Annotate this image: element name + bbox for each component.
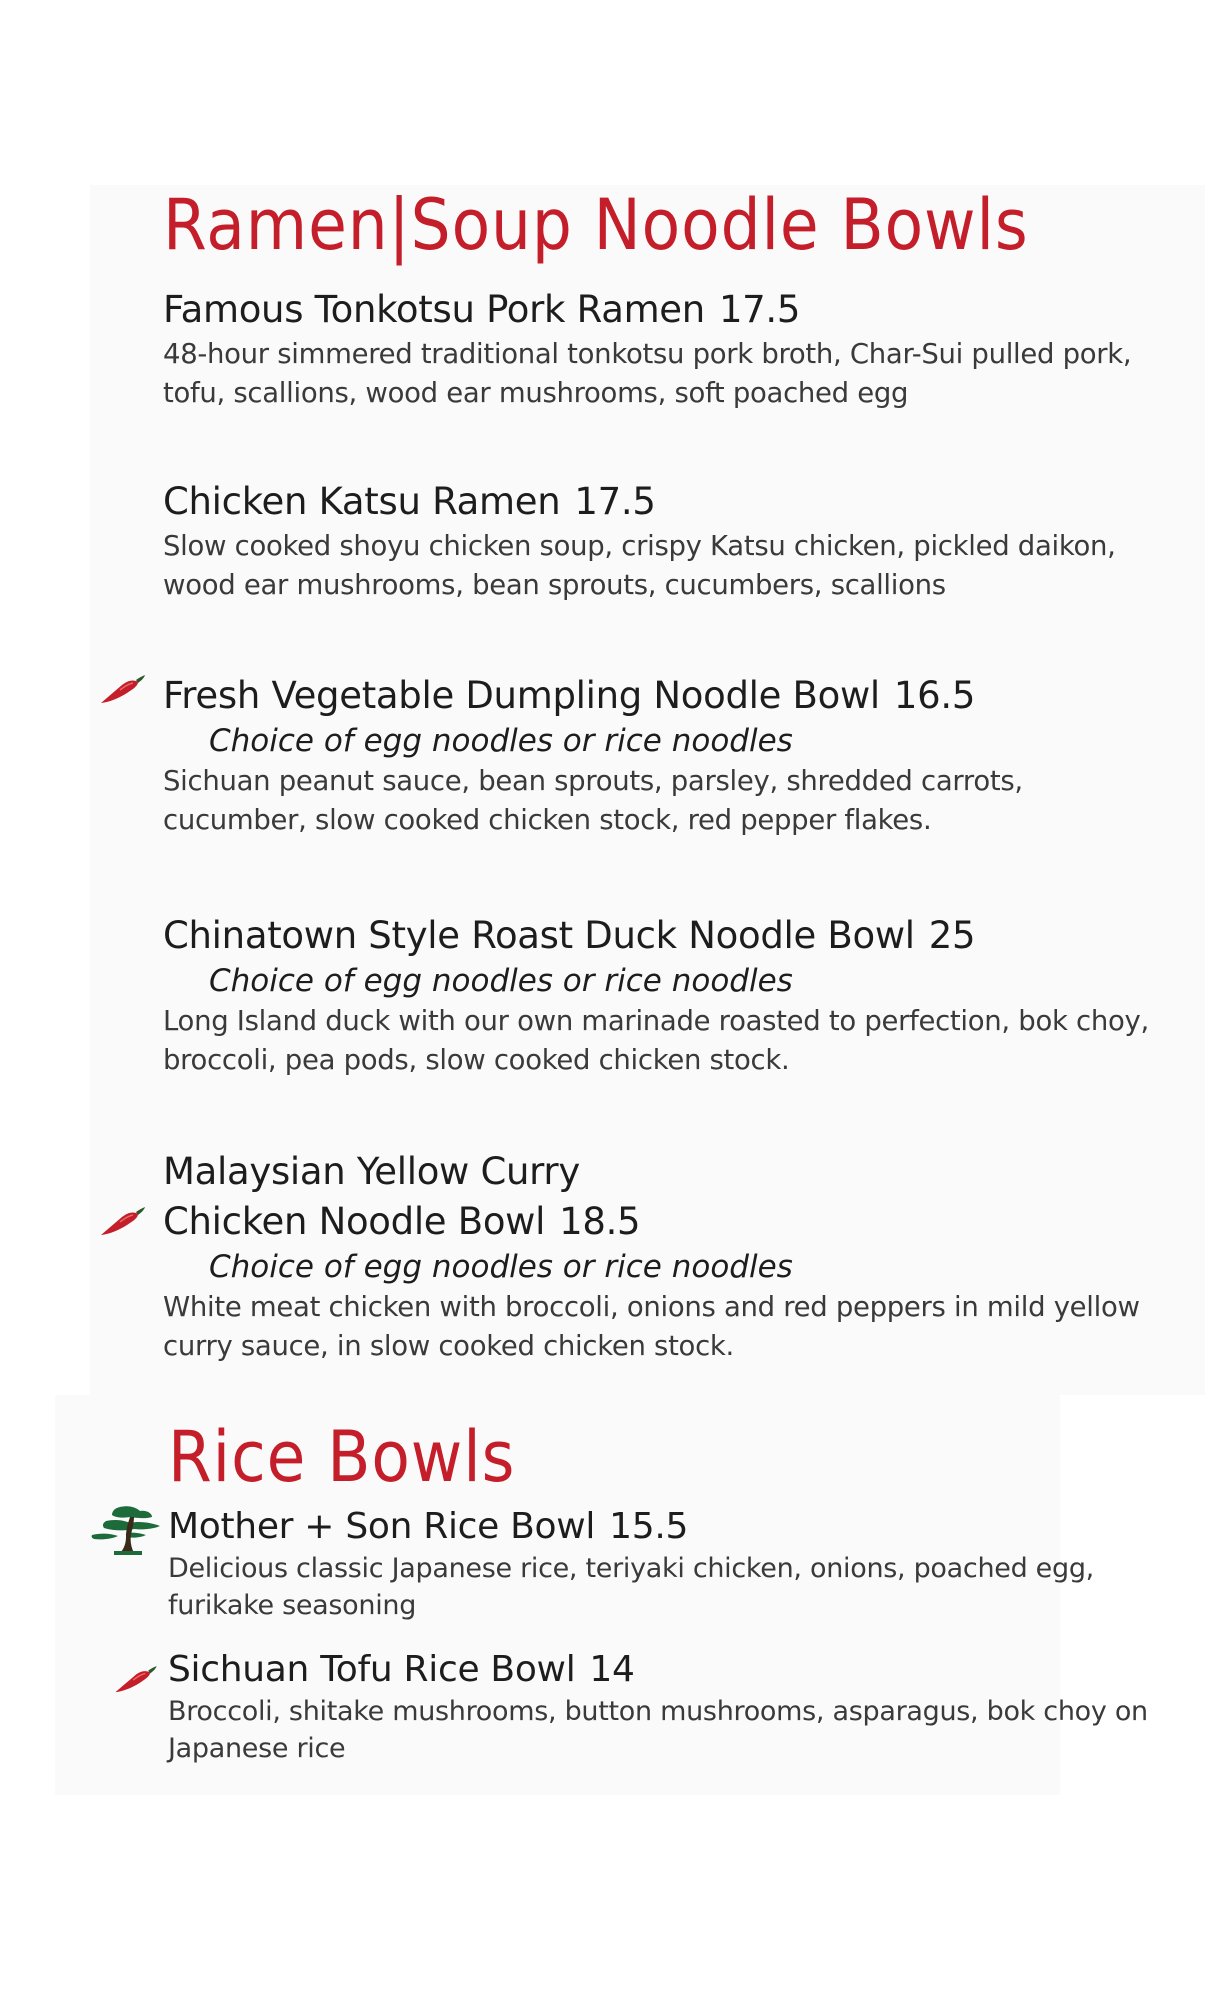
menu-item xyxy=(163,911,1214,1080)
item-name-line xyxy=(163,285,1214,335)
item-name: Chinatown Style Roast Duck Noodle Bowl xyxy=(163,914,915,957)
item-name: Chicken Noodle Bowl xyxy=(163,1200,546,1243)
item-price: 25 xyxy=(928,914,976,957)
item-description: Delicious classic Japanese rice, teriyaki chicken, onions, poached egg, furikake seasoning xyxy=(168,1553,1094,1621)
item-choice: Choice of egg noodles or rice noodles xyxy=(209,963,793,999)
menu-item xyxy=(163,285,1214,413)
bonsai-tree-icon xyxy=(90,1505,166,1555)
item-name: Sichuan Tofu Rice Bowl xyxy=(168,1649,576,1690)
item-name-line xyxy=(163,477,1214,527)
item-name-line xyxy=(163,1197,1214,1247)
menu-item xyxy=(163,671,1214,840)
item-description: White meat chicken with broccoli, onions and red peppers in mild yellow curry sauce, in slow cooked chicken stock. xyxy=(163,1291,1140,1362)
item-description: Broccoli, shitake mushrooms, button mushrooms, asparagus, bok choy on Japanese rice xyxy=(168,1696,1148,1764)
item-choice: Choice of egg noodles or rice noodles xyxy=(209,723,793,759)
item-price: 16.5 xyxy=(893,674,976,717)
item-name-line xyxy=(168,1504,1214,1550)
item-description: Sichuan peanut sauce, bean sprouts, parsley, shredded carrots, cucumber, slow cooked chicken stock, red pepper flakes. xyxy=(163,765,1023,836)
item-price: 17.5 xyxy=(718,288,801,331)
item-description: Slow cooked shoyu chicken soup, crispy Katsu chicken, pickled daikon, wood ear mushrooms, bean sprouts, cucumbers, scallions xyxy=(163,530,1116,601)
ramen-section-title: Ramen|Soup Noodle Bowls xyxy=(163,184,1029,266)
item-name-line1: Malaysian Yellow Curry xyxy=(163,1150,580,1193)
item-price: 15.5 xyxy=(609,1506,689,1547)
item-description: Long Island duck with our own marinade roasted to perfection, bok choy, broccoli, pea pods, slow cooked chicken stock. xyxy=(163,1005,1149,1076)
item-name-line xyxy=(168,1647,1214,1693)
item-name: Chicken Katsu Ramen xyxy=(163,480,561,523)
item-name-line xyxy=(163,911,1214,961)
rice-section-title: Rice Bowls xyxy=(168,1416,516,1498)
item-name: Fresh Vegetable Dumpling Noodle Bowl xyxy=(163,674,880,717)
item-name-line xyxy=(163,671,1214,721)
chili-pepper-icon xyxy=(100,674,146,706)
menu-item xyxy=(168,1504,1214,1624)
item-price: 14 xyxy=(589,1649,635,1690)
item-price: 18.5 xyxy=(559,1200,641,1243)
item-price: 17.5 xyxy=(574,480,656,523)
item-choice: Choice of egg noodles or rice noodles xyxy=(209,1249,793,1285)
chili-pepper-icon xyxy=(100,1206,146,1238)
item-name: Famous Tonkotsu Pork Ramen xyxy=(163,288,705,331)
item-name: Mother + Son Rice Bowl xyxy=(168,1506,596,1547)
menu-item xyxy=(163,1147,1214,1366)
chili-pepper-icon xyxy=(114,1665,158,1695)
menu-item xyxy=(163,477,1214,605)
menu-item xyxy=(168,1647,1214,1767)
item-description: 48-hour simmered traditional tonkotsu pork broth, Char-Sui pulled pork, tofu, scallions, wood ear mushrooms, soft poached egg xyxy=(163,338,1132,409)
